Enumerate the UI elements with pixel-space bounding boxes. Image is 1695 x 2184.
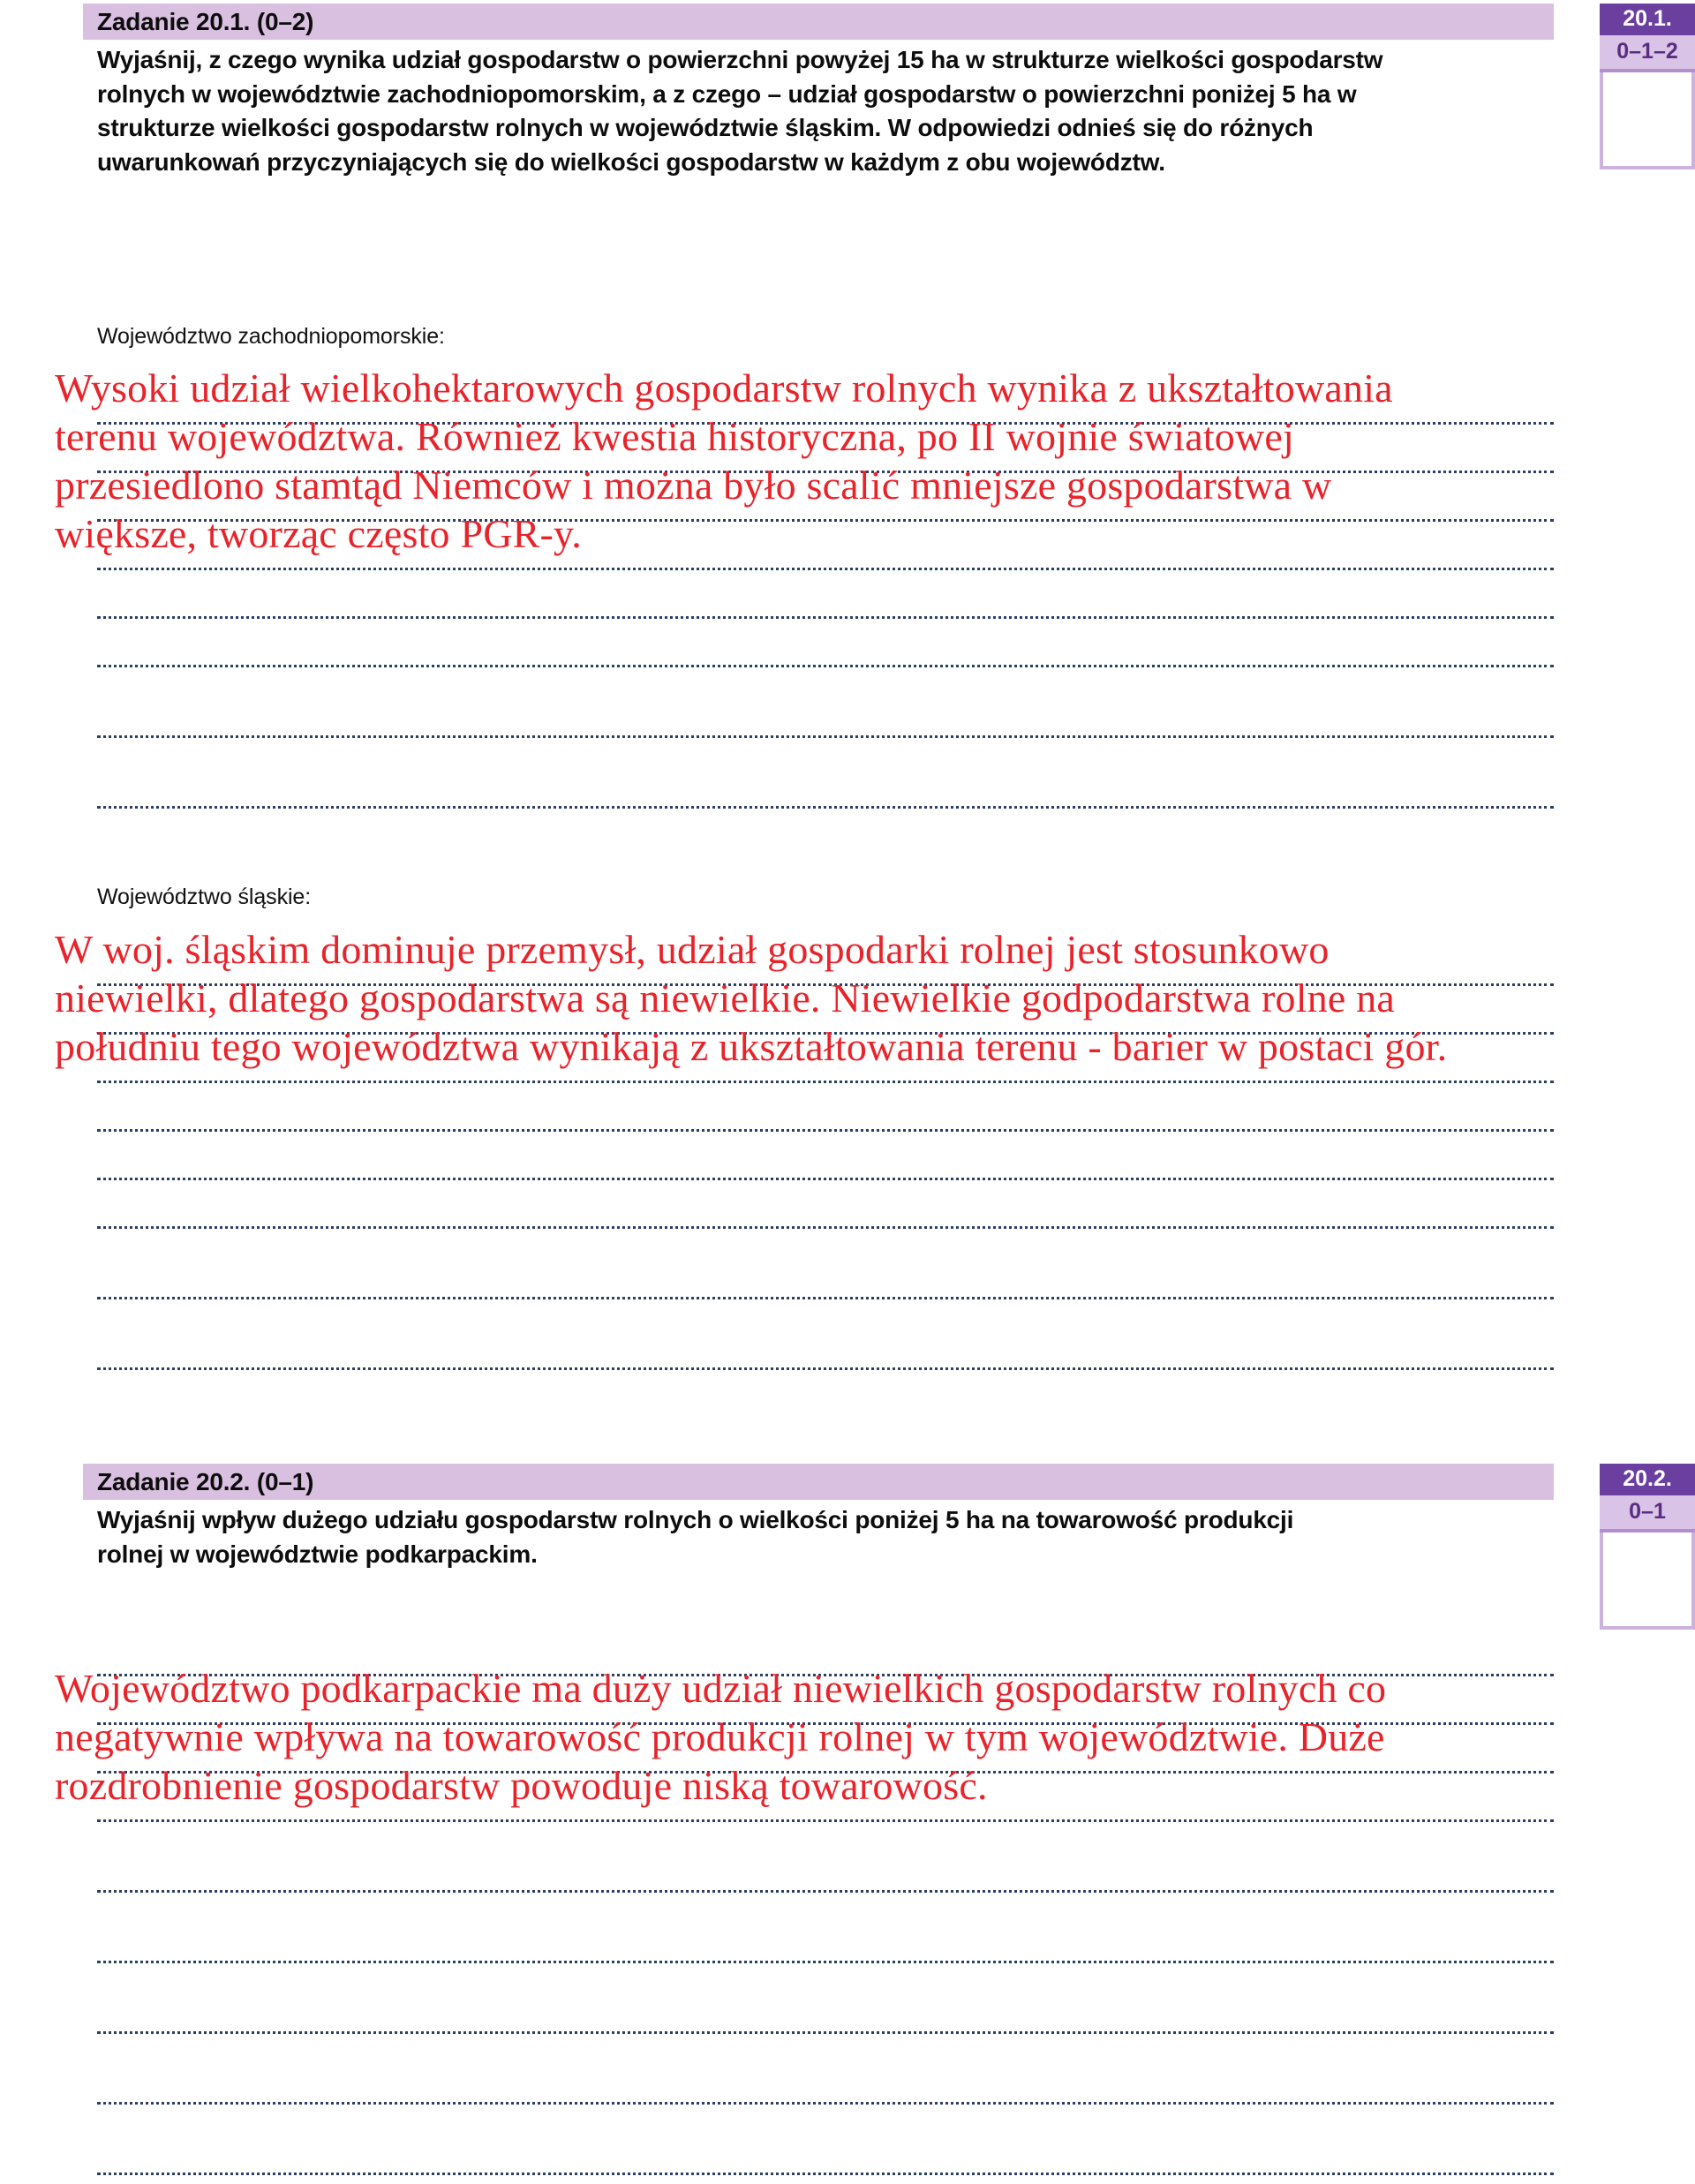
rule-line bbox=[97, 1297, 1554, 1299]
rule-line bbox=[97, 806, 1554, 809]
task-20-2-title: Zadanie 20.2. (0–1) bbox=[97, 1468, 314, 1495]
task-20-1-header-band bbox=[83, 4, 1554, 40]
score-box-20-2-label: 20.2. bbox=[1600, 1464, 1695, 1495]
rule-line bbox=[97, 2031, 1554, 2034]
task-20-2-block bbox=[97, 1464, 1554, 1571]
answer-area-zachodniopomorskie[interactable] bbox=[55, 364, 1554, 576]
score-box-20-1-points: 0–1–2 bbox=[1600, 35, 1695, 72]
region-label-slaskie-wrap bbox=[97, 885, 1554, 910]
region-label-zachodniopomorskie-wrap bbox=[97, 324, 1554, 350]
rule-line bbox=[97, 1961, 1554, 1963]
score-box-20-1-entry[interactable] bbox=[1600, 72, 1695, 169]
answer-area-podkarpackie[interactable] bbox=[55, 1664, 1554, 1876]
rule-line bbox=[97, 2173, 1554, 2175]
rule-line bbox=[97, 1226, 1554, 1229]
rule-line bbox=[97, 1081, 1554, 1083]
task-20-2-header-band bbox=[83, 1464, 1554, 1500]
rule-line bbox=[97, 568, 1554, 570]
task-20-1-prompt: Wyjaśnij, z czego wynika udział gospodarstw o powierzchni powyżej 15 ha w strukturze wielkości gospodarstw rolnych w województwie zachodniopomorskim, a z czego – udział gospodarstw o powierzchni poniżej 5 ha w strukturze wielkości gospodarstw rolnych w województwie śląskim. W odpowiedzi odnieś się do różnych uwarunkowań przyczyniających się do wielkości gospodarstw w każdym z obu województw. bbox=[97, 46, 1383, 176]
rule-line bbox=[97, 1819, 1554, 1822]
score-box-20-1 bbox=[1600, 4, 1695, 169]
answer-text-zachodniopomorskie[interactable]: Wysoki udział wielkohektarowych gospodarstw rolnych wynika z ukształtowania terenu województwa. Również kwestia historyczna, po II wojnie światowej przesiedlono stamtąd Niemców i można było scalić mniejsze gospodarstwa w większe, tworząc często PGR-y. bbox=[55, 365, 1393, 556]
answer-area-slaskie[interactable] bbox=[55, 925, 1554, 1137]
score-box-20-2-entry[interactable] bbox=[1600, 1533, 1695, 1630]
rule-line bbox=[97, 1367, 1554, 1370]
score-box-20-2 bbox=[1600, 1464, 1695, 1630]
rule-line bbox=[97, 665, 1554, 667]
task-20-2-prompt: Wyjaśnij wpływ dużego udziału gospodarstw rolnych o wielkości poniżej 5 ha na towarowość produkcji rolnej w województwie podkarpackim. bbox=[97, 1506, 1294, 1568]
score-box-20-1-label: 20.1. bbox=[1600, 4, 1695, 35]
rule-line bbox=[97, 735, 1554, 738]
rule-line bbox=[97, 1178, 1554, 1180]
answer-text-podkarpackie[interactable]: Województwo podkarpackie ma duży udział niewielkich gospodarstw rolnych co negatywnie wpływa na towarowość produkcji rolnej w tym województwie. Duże rozdrobnienie gospodarstw powoduje niską towarowość. bbox=[55, 1666, 1387, 1808]
region-label-slaskie: Województwo śląskie: bbox=[97, 885, 312, 909]
rule-line bbox=[97, 1890, 1554, 1893]
rule-line bbox=[97, 1129, 1554, 1132]
region-label-zachodniopomorskie: Województwo zachodniopomorskie: bbox=[97, 324, 445, 349]
rule-line bbox=[97, 616, 1554, 619]
answer-text-slaskie[interactable]: W woj. śląskim dominuje przemysł, udział gospodarki rolnej jest stosunkowo niewielki, dlatego gospodarstwa są niewielkie. Niewielkie godpodarstwa rolne na południu tego województwa wynikają z ukształtowania terenu - barier w postaci gór. bbox=[55, 927, 1448, 1069]
task-20-1-title: Zadanie 20.1. (0–2) bbox=[97, 8, 314, 35]
rule-line bbox=[97, 2102, 1554, 2105]
score-box-20-2-points: 0–1 bbox=[1600, 1495, 1695, 1533]
task-20-1-block bbox=[97, 4, 1554, 180]
